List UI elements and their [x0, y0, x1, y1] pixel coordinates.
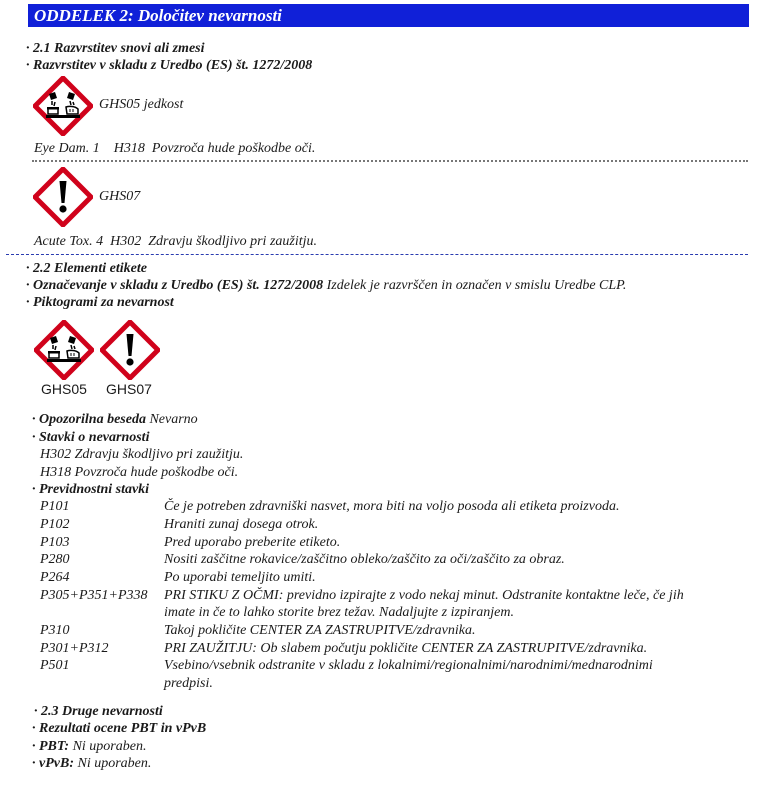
- precautionary-text: PRI ZAUŽITJU: Ob slabem počutju pokličite CENTER ZA ZASTRUPITVE/zdravnika.: [164, 641, 648, 656]
- dashed-divider: [6, 254, 748, 255]
- precautionary-text: Nositi zaščitne rokavice/zaščitno obleko/zaščito za oči/zaščito za obraz.: [164, 552, 565, 567]
- labelling-regulation: · Označevanje v skladu z Uredbo (ES) št. 1272/2008 Izdelek je razvrščen in označen v smislu Uredbe CLP.: [26, 278, 627, 293]
- precautionary-text: Vsebino/vsebnik odstranite v skladu z lokalnimi/regionalnimi/narodnimi/mednarodnimi: [164, 658, 653, 673]
- precautionary-code: P101: [40, 499, 70, 514]
- pictogram-label-ghs05: GHS05: [41, 381, 87, 397]
- section-2-3-heading: · 2.3 Druge nevarnosti: [34, 704, 163, 719]
- pictograms-heading: · Piktogrami za nevarnost: [26, 295, 174, 310]
- precautionary-code: P264: [40, 570, 70, 585]
- section-2-2-heading: · 2.2 Elementi etikete: [26, 261, 147, 276]
- precautionary-code: P280: [40, 552, 70, 567]
- precautionary-text: predpisi.: [164, 676, 213, 691]
- precautionary-heading: · Previdnostni stavki: [32, 482, 150, 497]
- precautionary-text: Pred uporabo preberite etiketo.: [164, 535, 341, 550]
- precautionary-code: P102: [40, 517, 70, 532]
- hazard-classification-eye-dam: Eye Dam. 1 H318 Povzroča hude poškodbe oči.: [34, 141, 316, 156]
- pictogram-ghs07-label: GHS07: [99, 189, 141, 204]
- precautionary-code: P310: [40, 623, 70, 638]
- exclamation-mark-icon: [33, 167, 93, 227]
- precautionary-text: Če je potreben zdravniški nasvet, mora biti na voljo posoda ali etiketa proizvoda.: [164, 499, 620, 514]
- pictogram-ghs05-label: GHS05 jedkost: [99, 97, 184, 112]
- dotted-divider: [32, 160, 748, 162]
- hazard-statement: H318 Povzroča hude poškodbe oči.: [40, 465, 239, 480]
- corrosion-icon: [33, 76, 93, 136]
- section-title: ODDELEK 2: Določitev nevarnosti: [28, 4, 749, 27]
- precautionary-text: imate in če to lahko storite brez težav. Nadaljujte z izpiranjem.: [164, 605, 514, 620]
- precautionary-code: P301+P312: [40, 641, 109, 656]
- corrosion-icon: [34, 320, 94, 380]
- hazard-classification-acute-tox: Acute Tox. 4 H302 Zdravju škodljivo pri zaužitju.: [34, 234, 318, 249]
- pbt-result: · PBT: Ni uporaben.: [32, 739, 147, 754]
- precautionary-text: Takoj pokličite CENTER ZA ZASTRUPITVE/zdravnika.: [164, 623, 476, 638]
- classification-regulation: · Razvrstitev v skladu z Uredbo (ES) št. 1272/2008: [26, 58, 313, 73]
- pbt-heading: · Rezultati ocene PBT in vPvB: [32, 721, 207, 736]
- precautionary-text: PRI STIKU Z OČMI: previdno izpirajte z vodo nekaj minut. Odstranite kontaktne leče, če jih: [164, 588, 684, 603]
- hazard-statement: H302 Zdravju škodljivo pri zaužitju.: [40, 447, 244, 462]
- precautionary-code: P501: [40, 658, 70, 673]
- precautionary-code: P305+P351+P338: [40, 588, 148, 603]
- vpvb-result: · vPvB: Ni uporaben.: [32, 756, 152, 771]
- precautionary-code: P103: [40, 535, 70, 550]
- signal-word: · Opozorilna beseda Nevarno: [32, 412, 198, 427]
- section-2-1-heading: · 2.1 Razvrstitev snovi ali zmesi: [26, 41, 205, 56]
- precautionary-text: Po uporabi temeljito umiti.: [164, 570, 316, 585]
- pictogram-label-ghs07: GHS07: [106, 381, 152, 397]
- hazard-statements-heading: · Stavki o nevarnosti: [32, 430, 150, 445]
- exclamation-mark-icon: [100, 320, 160, 380]
- precautionary-text: Hraniti zunaj dosega otrok.: [164, 517, 319, 532]
